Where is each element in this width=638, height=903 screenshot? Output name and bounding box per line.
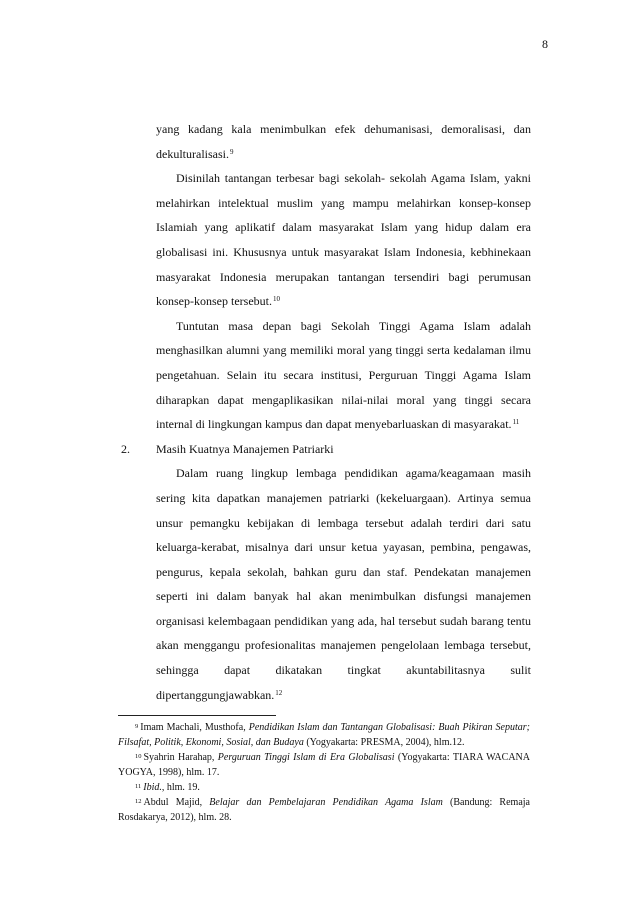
page-number: 8 — [542, 37, 548, 51]
footnotes — [118, 720, 530, 825]
footnote-ref-12: 12 — [275, 688, 283, 697]
list-item-2 — [121, 437, 531, 462]
list-item-title: Masih Kuatnya Manajemen Patriarki — [156, 441, 334, 456]
paragraph-3: Tuntutan masa depan bagi Sekolah Tinggi Agama Islam adalah menghasilkan alumni yang memiliki moral yang tinggi serta kedalaman ilmu pengetahuan. Selain itu secara institusi, Perguruan Tinggi Agama Islam diharapkan dapat mengaplikasikan nilai-nilai moral yang tinggi secara internal di lingkungan kampus dan dapat menyebarluaskan di masyarakat.$^{11}$ — [156, 318, 531, 432]
footnote-10: $^{10}$ Syahrin Harahap, Perguruan Tinggi Islam di Era Globalisasi (Yogyakarta: TIARA WACANA YOGYA, 1998), hlm. 17. — [118, 752, 530, 778]
body-text — [121, 117, 531, 707]
footnote-ref-11: 11 — [512, 418, 520, 427]
paragraph-1: yang kadang kala menimbulkan efek dehumanisasi, demoralisasi, dan dekulturalisasi.$^9$ — [156, 122, 531, 161]
list-number: 2. — [121, 441, 130, 456]
footnote-divider — [118, 715, 276, 716]
footnote-ref-10: 10 — [272, 295, 280, 304]
paragraph-4: Dalam ruang lingkup lembaga pendidikan agama/keagamaan masih sering kita dapatkan manajemen patriarki (kekeluargaan). Artinya semua unsur pemangku kebijakan di lembaga tersebut adalah terdiri dari satu keluarga-kerabat, misalnya dari unsur ketua yayasan, pembina, pengawas, pengurus, kepala sekolah, bahkan guru dan staf. Pendekatan manajemen seperti ini dalam banyak hal akan menimbulkan disfungsi manajemen organisasi kelembagaan pendidikan yang ada, hal tersebut sudah barang tentu akan menggangu profesionalitas manajemen pengelolaan lembaga tersebut, sehingga dapat dikatakan tingkat akuntabilitasnya sulit dipertanggungjawabkan.$^{12}$ — [156, 466, 531, 702]
footnote-ref-9: 9 — [229, 147, 234, 156]
footnote-9: $^9$ Imam Machali, Musthofa, Pendidikan Islam dan Tantangan Globalisasi: Buah Pikiran Seputar; Filsafat, Politik, Ekonomi, Sosial, dan Budaya (Yogyakarta: PRESMA, 2004), hlm.12. — [118, 722, 530, 748]
footnote-11: $^{11}$ Ibid., hlm. 19. — [135, 782, 200, 793]
paragraph-2: Disinilah tantangan terbesar bagi sekolah- sekolah Agama Islam, yakni melahirkan intelektual muslim yang mampu melahirkan konsep-konsep Islamiah yang aplikatif dalam masyarakat Islam yang hidup dalam era globalisasi ini. Khususnya untuk masyarakat Islam Indonesia, kebhinekaan masyarakat Indonesia merupakan tantangan tersendiri bagi perumusan konsep-konsep tersebut.$^{10}$ — [156, 171, 531, 309]
footnote-12: $^{12}$ Abdul Majid, Belajar dan Pembelajaran Pendidikan Agama Islam (Bandung: Remaja Rosdakarya, 2012), hlm. 28. — [118, 797, 530, 823]
